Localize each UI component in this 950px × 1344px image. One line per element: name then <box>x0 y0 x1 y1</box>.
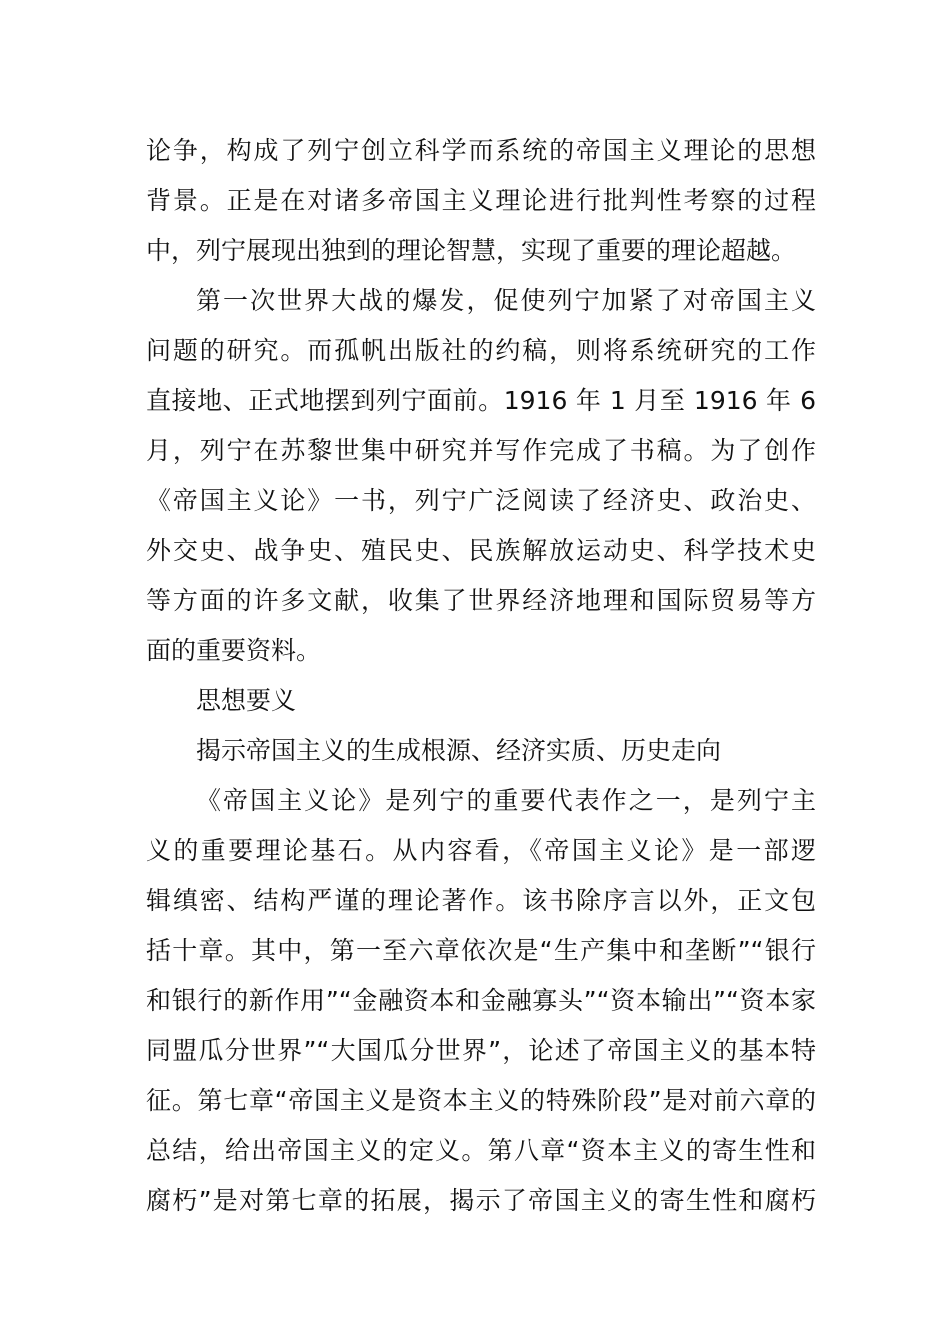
text-line: 中，列宁展现出独到的理论智慧，实现了重要的理论超越。 <box>146 236 797 265</box>
paragraph-first-line: 第一次世界大战的爆发，促使列宁加紧了对帝国主义 <box>196 286 816 315</box>
text-line: 月，列宁在苏黎世集中研究并写作完成了书稿。为了创作 <box>146 436 816 465</box>
text-line: 问题的研究。而孤帆出版社的约稿，则将系统研究的工作 <box>146 336 816 365</box>
text-line: 总结，给出帝国主义的定义。第八章“资本主义的寄生性和 <box>146 1136 816 1165</box>
subsection-heading: 揭示帝国主义的生成根源、经济实质、历史走向 <box>196 736 722 765</box>
text-line: 面的重要资料。 <box>146 636 322 665</box>
text-line: 外交史、战争史、殖民史、民族解放运动史、科学技术史 <box>146 536 816 565</box>
text-line: 论争，构成了列宁创立科学而系统的帝国主义理论的思想 <box>146 136 816 165</box>
section-heading: 思想要义 <box>196 686 297 715</box>
paragraph-first-line: 《帝国主义论》是列宁的重要代表作之一，是列宁主 <box>196 786 816 815</box>
text-line: 辑缜密、结构严谨的理论著作。该书除序言以外，正文包 <box>146 886 816 915</box>
text-line: 直接地、正式地摆到列宁面前。1916 年 1 月至 1916 年 6 <box>146 386 816 415</box>
text-line: 义的重要理论基石。从内容看，《帝国主义论》是一部逻 <box>146 836 816 865</box>
text-line: 等方面的许多文献，收集了世界经济地理和国际贸易等方 <box>146 586 816 615</box>
text-line: 征。第七章“帝国主义是资本主义的特殊阶段”是对前六章的 <box>146 1086 816 1115</box>
text-line: 和银行的新作用”“金融资本和金融寡头”“资本输出”“资本家 <box>146 986 816 1015</box>
text-line: 腐朽”是对第七章的拓展，揭示了帝国主义的寄生性和腐朽 <box>146 1186 816 1215</box>
text-line: 同盟瓜分世界”“大国瓜分世界”，论述了帝国主义的基本特 <box>146 1036 816 1065</box>
body-text <box>146 126 816 1226</box>
text-line: 背景。正是在对诸多帝国主义理论进行批判性考察的过程 <box>146 186 816 215</box>
text-line: 括十章。其中，第一至六章依次是“生产集中和垄断”“银行 <box>146 936 816 965</box>
text-line: 《帝国主义论》一书，列宁广泛阅读了经济史、政治史、 <box>146 486 816 515</box>
